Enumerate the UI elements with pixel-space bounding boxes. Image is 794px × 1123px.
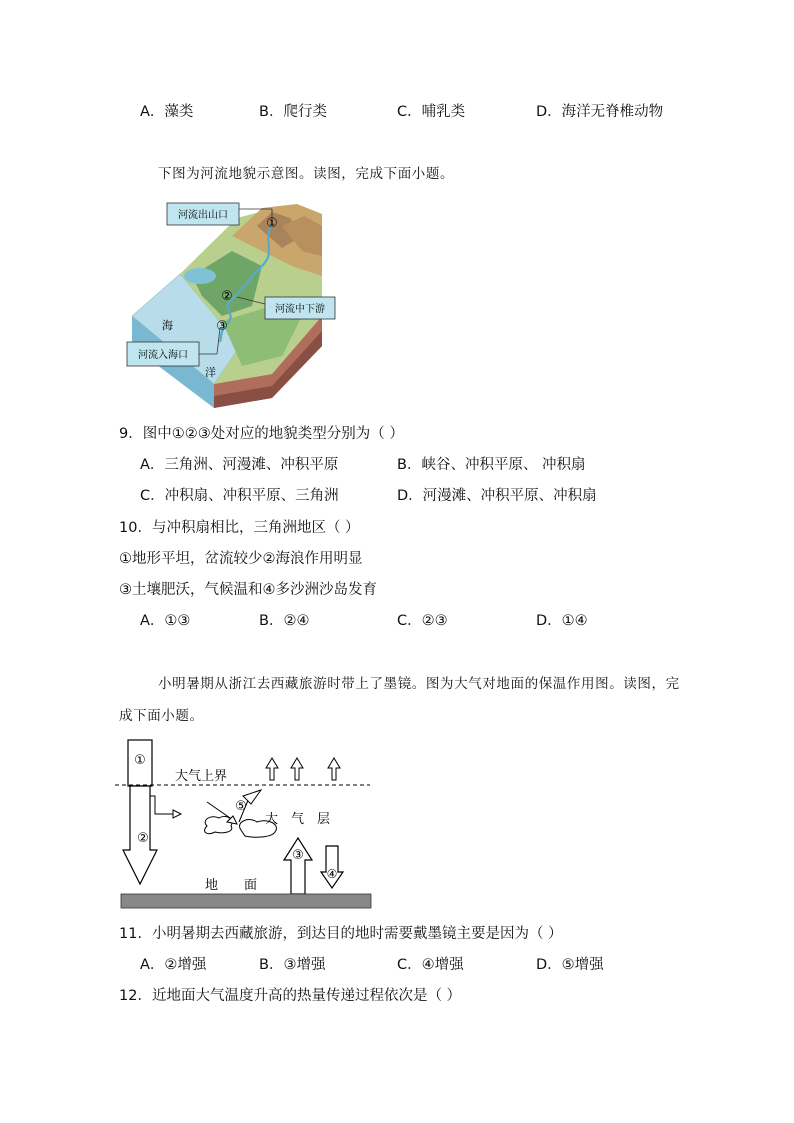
q10-statement-line2: ③土壤肥沃，气候温和④多沙洲沙岛发育: [119, 582, 377, 598]
q8-option-a: A．藻类: [140, 104, 194, 120]
q9-option-b: B．峡谷、冲积平原、 冲积扇: [397, 457, 586, 473]
q9-option-a: A．三角洲、河漫滩、冲积平原: [140, 457, 339, 473]
q8-option-d: D．海洋无脊椎动物: [536, 104, 664, 120]
q8-option-b: B．爬行类: [259, 104, 327, 120]
atmosphere-insulation-figure: [115, 738, 385, 913]
q10-option-b: B．②④: [259, 613, 310, 629]
q8-option-c: C．哺乳类: [397, 104, 466, 120]
q9-stem: 9．图中①②③处对应的地貌类型分别为（ ）: [119, 426, 404, 442]
q11-stem: 11．小明暑期去西藏旅游，到达目的地时需要戴墨镜主要是因为（ ）: [119, 926, 563, 942]
river-landform-figure: [122, 196, 352, 411]
q11-option-c: C．④增强: [397, 957, 464, 973]
num-3: ③: [292, 848, 304, 863]
q10-statement-line1: ①地形平坦，岔流较少②海浪作用明显: [119, 551, 363, 567]
sea-label-hai: 海: [162, 319, 173, 332]
q11-option-a: A．②增强: [140, 957, 207, 973]
passage-intro-river: 下图为河流地貌示意图。读图，完成下面小题。: [158, 166, 455, 182]
q9-option-d: D．河漫滩、冲积平原、冲积扇: [397, 488, 597, 504]
label-river-mouth: 河流入海口: [138, 350, 188, 361]
num-2: ②: [137, 831, 149, 846]
circle-2: ②: [221, 289, 233, 304]
passage-intro-atmosphere-1: 小明暑期从浙江去西藏旅游时带上了墨镜。图为大气对地面的保温作用图。读图，完: [158, 676, 680, 692]
circle-3: ③: [216, 319, 228, 334]
num-5: ⑤: [235, 799, 247, 814]
q11-option-b: B．③增强: [259, 957, 326, 973]
label-river-outlet: 河流出山口: [178, 210, 228, 221]
ground-label: 地 面: [205, 878, 258, 893]
q10-option-a: A．①③: [140, 613, 191, 629]
q9-option-c: C．冲积扇、冲积平原、三角洲: [140, 488, 339, 504]
atmosphere-label: 大 气 层: [265, 812, 331, 827]
q10-stem: 10．与冲积扇相比，三角洲地区（ ）: [119, 520, 360, 536]
q12-stem: 12．近地面大气温度升高的热量传递过程依次是（ ）: [119, 988, 462, 1004]
passage-intro-atmosphere-2: 成下面小题。: [119, 708, 204, 724]
q10-option-d: D．①④: [536, 613, 588, 629]
q11-option-d: D．⑤增强: [536, 957, 604, 973]
num-4: ④: [326, 867, 338, 881]
upper-boundary-label: 大气上界: [175, 769, 228, 784]
sea-label-yang: 洋: [205, 366, 216, 379]
circle-1: ①: [266, 216, 278, 231]
q10-option-c: C．②③: [397, 613, 448, 629]
label-river-middle: 河流中下游: [275, 304, 325, 315]
num-1: ①: [134, 753, 146, 768]
